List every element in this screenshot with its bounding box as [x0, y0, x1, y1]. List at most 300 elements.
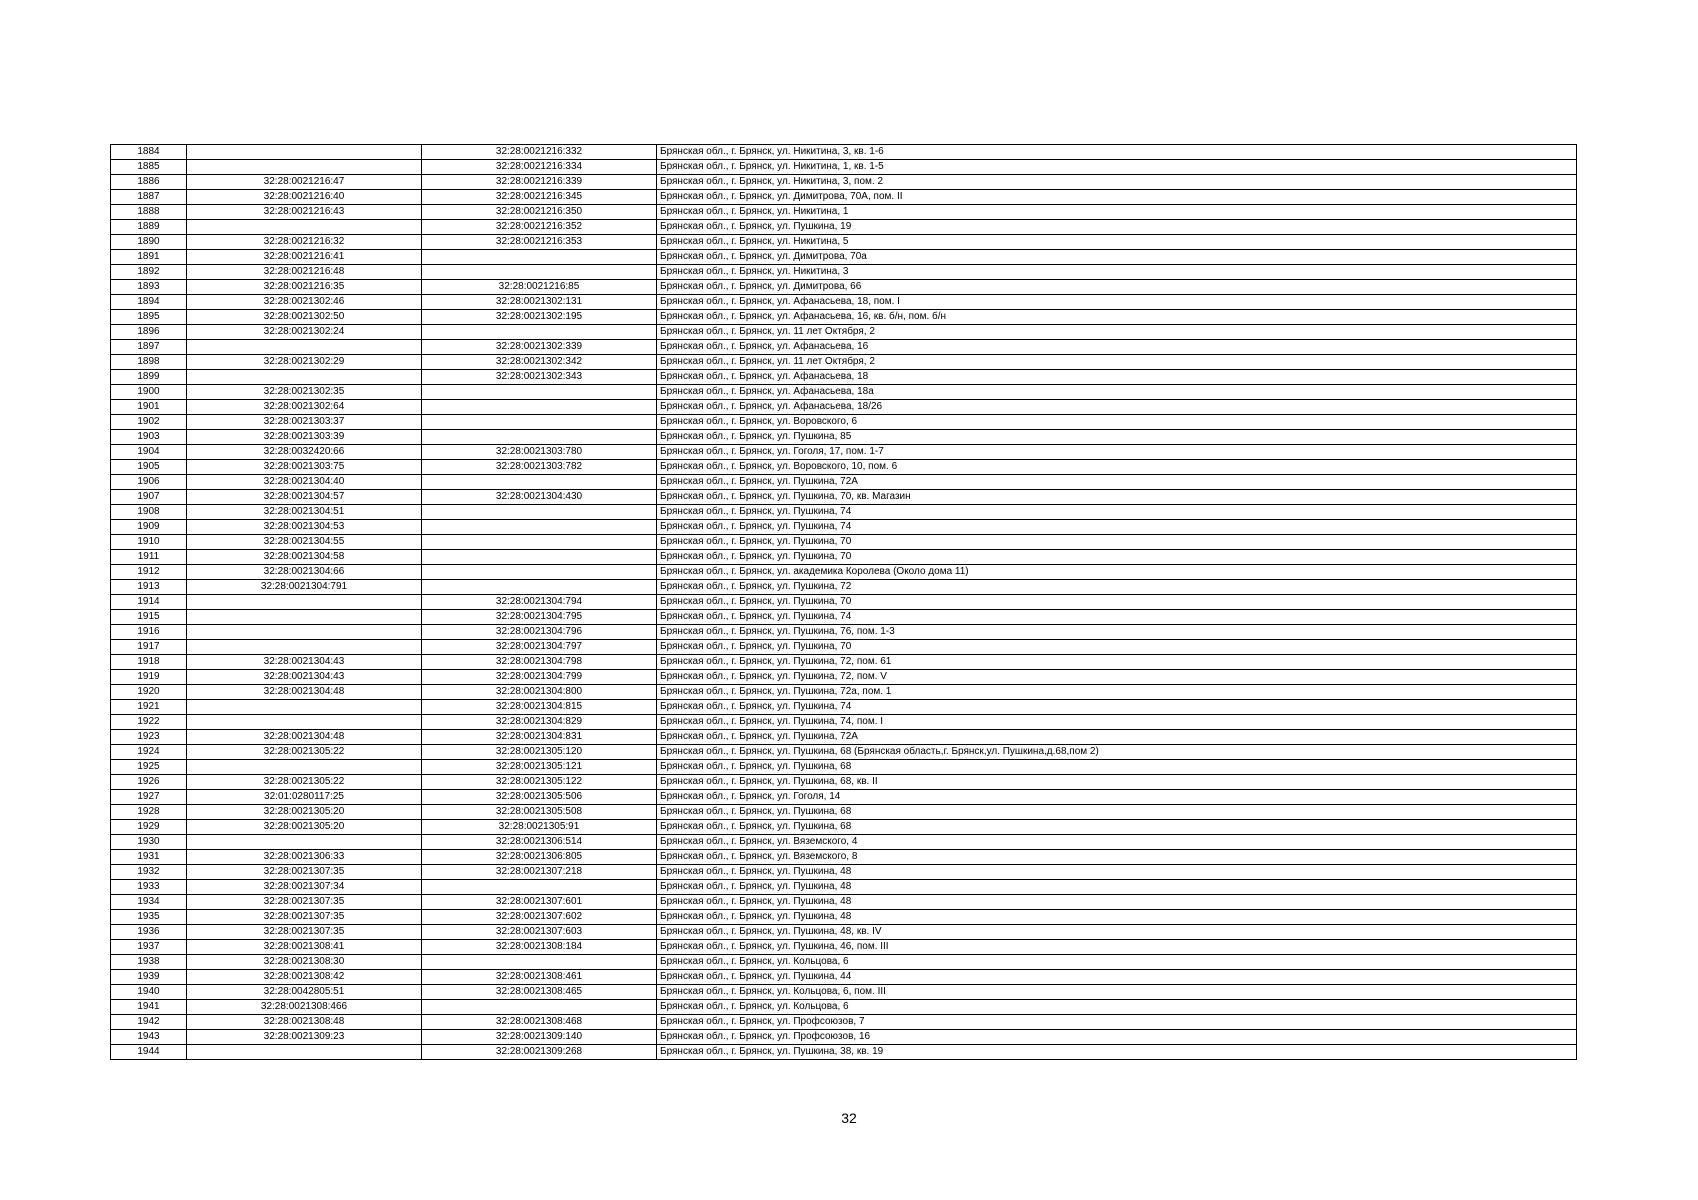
address-cell: Брянская обл., г. Брянск, ул. Пушкина, 70 [657, 595, 1577, 610]
address-cell: Брянская обл., г. Брянск, ул. Кольцова, 6, пом. III [657, 985, 1577, 1000]
table-row [111, 190, 1577, 205]
row-number-cell: 1918 [111, 655, 187, 670]
row-number-cell: 1902 [111, 415, 187, 430]
object-cadastral-number-cell [422, 430, 657, 445]
address-cell: Брянская обл., г. Брянск, ул. Пушкина, 48, кв. IV [657, 925, 1577, 940]
row-number-cell: 1903 [111, 430, 187, 445]
land-cadastral-number-cell: 32:28:0021304:51 [187, 505, 422, 520]
object-cadastral-number-cell: 32:28:0021304:815 [422, 700, 657, 715]
table-row [111, 775, 1577, 790]
address-cell: Брянская обл., г. Брянск, ул. Пушкина, 72А [657, 475, 1577, 490]
address-cell: Брянская обл., г. Брянск, ул. Воровского, 6 [657, 415, 1577, 430]
land-cadastral-number-cell: 32:28:0021302:46 [187, 295, 422, 310]
address-cell: Брянская обл., г. Брянск, ул. Пушкина, 48 [657, 910, 1577, 925]
object-cadastral-number-cell: 32:28:0021309:268 [422, 1045, 657, 1060]
table-row [111, 805, 1577, 820]
address-cell: Брянская обл., г. Брянск, ул. Профсоюзов, 7 [657, 1015, 1577, 1030]
table-row [111, 715, 1577, 730]
address-cell: Брянская обл., г. Брянск, ул. Никитина, 5 [657, 235, 1577, 250]
table-row [111, 655, 1577, 670]
table-row [111, 295, 1577, 310]
address-cell: Брянская обл., г. Брянск, ул. Афанасьева, 18а [657, 385, 1577, 400]
object-cadastral-number-cell [422, 550, 657, 565]
address-cell: Брянская обл., г. Брянск, ул. Пушкина, 38, кв. 19 [657, 1045, 1577, 1060]
table-row [111, 580, 1577, 595]
land-cadastral-number-cell: 32:28:0021305:20 [187, 805, 422, 820]
row-number-cell: 1928 [111, 805, 187, 820]
land-cadastral-number-cell: 32:28:0021307:34 [187, 880, 422, 895]
land-cadastral-number-cell [187, 1045, 422, 1060]
land-cadastral-number-cell: 32:28:0021216:32 [187, 235, 422, 250]
land-cadastral-number-cell: 32:28:0021304:53 [187, 520, 422, 535]
row-number-cell: 1892 [111, 265, 187, 280]
table-row [111, 835, 1577, 850]
object-cadastral-number-cell: 32:28:0021216:339 [422, 175, 657, 190]
address-cell: Брянская обл., г. Брянск, ул. Афанасьева, 18, пом. I [657, 295, 1577, 310]
land-cadastral-number-cell [187, 760, 422, 775]
table-row [111, 175, 1577, 190]
address-cell: Брянская обл., г. Брянск, ул. Пушкина, 74 [657, 610, 1577, 625]
table-row [111, 940, 1577, 955]
object-cadastral-number-cell: 32:28:0021216:352 [422, 220, 657, 235]
table-row [111, 430, 1577, 445]
table-row [111, 730, 1577, 745]
object-cadastral-number-cell: 32:28:0021304:794 [422, 595, 657, 610]
row-number-cell: 1929 [111, 820, 187, 835]
table-row [111, 325, 1577, 340]
address-cell: Брянская обл., г. Брянск, ул. Пушкина, 48 [657, 895, 1577, 910]
table-row [111, 970, 1577, 985]
land-cadastral-number-cell: 32:28:0021307:35 [187, 895, 422, 910]
row-number-cell: 1927 [111, 790, 187, 805]
row-number-cell: 1901 [111, 400, 187, 415]
row-number-cell: 1894 [111, 295, 187, 310]
row-number-cell: 1920 [111, 685, 187, 700]
row-number-cell: 1900 [111, 385, 187, 400]
object-cadastral-number-cell: 32:28:0021302:131 [422, 295, 657, 310]
table-row [111, 610, 1577, 625]
registry-table-body [111, 145, 1577, 1060]
row-number-cell: 1912 [111, 565, 187, 580]
object-cadastral-number-cell: 32:28:0021305:120 [422, 745, 657, 760]
row-number-cell: 1921 [111, 700, 187, 715]
address-cell: Брянская обл., г. Брянск, ул. Афанасьева, 16, кв. б/н, пом. б/н [657, 310, 1577, 325]
address-cell: Брянская обл., г. Брянск, ул. Пушкина, 19 [657, 220, 1577, 235]
row-number-cell: 1895 [111, 310, 187, 325]
address-cell: Брянская обл., г. Брянск, ул. 11 лет Октября, 2 [657, 355, 1577, 370]
address-cell: Брянская обл., г. Брянск, ул. Пушкина, 46, пом. III [657, 940, 1577, 955]
table-row [111, 1000, 1577, 1015]
land-cadastral-number-cell: 32:28:0021302:29 [187, 355, 422, 370]
row-number-cell: 1943 [111, 1030, 187, 1045]
land-cadastral-number-cell: 32:28:0032420:66 [187, 445, 422, 460]
row-number-cell: 1890 [111, 235, 187, 250]
table-row [111, 460, 1577, 475]
row-number-cell: 1926 [111, 775, 187, 790]
object-cadastral-number-cell: 32:28:0021216:332 [422, 145, 657, 160]
object-cadastral-number-cell: 32:28:0021308:184 [422, 940, 657, 955]
table-row [111, 790, 1577, 805]
row-number-cell: 1888 [111, 205, 187, 220]
land-cadastral-number-cell: 32:28:0021216:47 [187, 175, 422, 190]
table-row [111, 475, 1577, 490]
object-cadastral-number-cell: 32:28:0021304:430 [422, 490, 657, 505]
land-cadastral-number-cell: 32:28:0021216:35 [187, 280, 422, 295]
row-number-cell: 1911 [111, 550, 187, 565]
land-cadastral-number-cell: 32:28:0021308:41 [187, 940, 422, 955]
land-cadastral-number-cell: 32:28:0021302:50 [187, 310, 422, 325]
object-cadastral-number-cell: 32:28:0021306:805 [422, 850, 657, 865]
address-cell: Брянская обл., г. Брянск, ул. Пушкина, 72, пом. V [657, 670, 1577, 685]
object-cadastral-number-cell [422, 250, 657, 265]
address-cell: Брянская обл., г. Брянск, ул. Никитина, 1, кв. 1-5 [657, 160, 1577, 175]
land-cadastral-number-cell [187, 715, 422, 730]
object-cadastral-number-cell: 32:28:0021216:85 [422, 280, 657, 295]
table-row [111, 385, 1577, 400]
row-number-cell: 1899 [111, 370, 187, 385]
object-cadastral-number-cell: 32:28:0021304:795 [422, 610, 657, 625]
address-cell: Брянская обл., г. Брянск, ул. Никитина, 3, пом. 2 [657, 175, 1577, 190]
object-cadastral-number-cell: 32:28:0021303:780 [422, 445, 657, 460]
table-row [111, 505, 1577, 520]
table-row [111, 625, 1577, 640]
object-cadastral-number-cell: 32:28:0021305:91 [422, 820, 657, 835]
table-row [111, 565, 1577, 580]
land-cadastral-number-cell: 32:28:0021308:48 [187, 1015, 422, 1030]
row-number-cell: 1886 [111, 175, 187, 190]
address-cell: Брянская обл., г. Брянск, ул. Кольцова, 6 [657, 955, 1577, 970]
address-cell: Брянская обл., г. Брянск, ул. Пушкина, 68 [657, 805, 1577, 820]
land-cadastral-number-cell: 32:28:0021307:35 [187, 910, 422, 925]
table-row [111, 310, 1577, 325]
object-cadastral-number-cell [422, 565, 657, 580]
address-cell: Брянская обл., г. Брянск, ул. 11 лет Октября, 2 [657, 325, 1577, 340]
object-cadastral-number-cell: 32:28:0021307:601 [422, 895, 657, 910]
address-cell: Брянская обл., г. Брянск, ул. Вяземского, 4 [657, 835, 1577, 850]
land-cadastral-number-cell [187, 160, 422, 175]
object-cadastral-number-cell: 32:28:0021308:465 [422, 985, 657, 1000]
row-number-cell: 1930 [111, 835, 187, 850]
row-number-cell: 1915 [111, 610, 187, 625]
object-cadastral-number-cell: 32:28:0021216:345 [422, 190, 657, 205]
address-cell: Брянская обл., г. Брянск, ул. Пушкина, 72А [657, 730, 1577, 745]
object-cadastral-number-cell [422, 1000, 657, 1015]
table-row [111, 985, 1577, 1000]
land-cadastral-number-cell: 32:28:0021216:41 [187, 250, 422, 265]
address-cell: Брянская обл., г. Брянск, ул. Никитина, 3, кв. 1-6 [657, 145, 1577, 160]
row-number-cell: 1909 [111, 520, 187, 535]
table-row [111, 670, 1577, 685]
table-row [111, 355, 1577, 370]
land-cadastral-number-cell: 32:28:0021308:30 [187, 955, 422, 970]
land-cadastral-number-cell [187, 220, 422, 235]
land-cadastral-number-cell: 32:28:0021308:466 [187, 1000, 422, 1015]
address-cell: Брянская обл., г. Брянск, ул. Пушкина, 70 [657, 640, 1577, 655]
row-number-cell: 1908 [111, 505, 187, 520]
row-number-cell: 1907 [111, 490, 187, 505]
object-cadastral-number-cell: 32:28:0021216:350 [422, 205, 657, 220]
object-cadastral-number-cell [422, 475, 657, 490]
registry-table [110, 144, 1577, 1060]
object-cadastral-number-cell [422, 520, 657, 535]
row-number-cell: 1935 [111, 910, 187, 925]
land-cadastral-number-cell: 32:28:0021307:35 [187, 925, 422, 940]
object-cadastral-number-cell: 32:28:0021304:797 [422, 640, 657, 655]
address-cell: Брянская обл., г. Брянск, ул. Гоголя, 14 [657, 790, 1577, 805]
row-number-cell: 1910 [111, 535, 187, 550]
table-row [111, 700, 1577, 715]
address-cell: Брянская обл., г. Брянск, ул. Пушкина, 72а, пом. 1 [657, 685, 1577, 700]
land-cadastral-number-cell: 32:28:0021304:43 [187, 670, 422, 685]
row-number-cell: 1904 [111, 445, 187, 460]
address-cell: Брянская обл., г. Брянск, ул. Афанасьева, 18 [657, 370, 1577, 385]
row-number-cell: 1916 [111, 625, 187, 640]
row-number-cell: 1905 [111, 460, 187, 475]
object-cadastral-number-cell: 32:28:0021305:122 [422, 775, 657, 790]
address-cell: Брянская обл., г. Брянск, ул. Пушкина, 48 [657, 880, 1577, 895]
table-row [111, 925, 1577, 940]
row-number-cell: 1934 [111, 895, 187, 910]
object-cadastral-number-cell: 32:28:0021302:342 [422, 355, 657, 370]
row-number-cell: 1906 [111, 475, 187, 490]
row-number-cell: 1940 [111, 985, 187, 1000]
table-row [111, 1030, 1577, 1045]
address-cell: Брянская обл., г. Брянск, ул. Пушкина, 74 [657, 505, 1577, 520]
table-row [111, 595, 1577, 610]
table-row [111, 820, 1577, 835]
object-cadastral-number-cell: 32:28:0021216:334 [422, 160, 657, 175]
row-number-cell: 1922 [111, 715, 187, 730]
address-cell: Брянская обл., г. Брянск, ул. Пушкина, 72 [657, 580, 1577, 595]
object-cadastral-number-cell: 32:28:0021304:799 [422, 670, 657, 685]
object-cadastral-number-cell: 32:28:0021304:831 [422, 730, 657, 745]
land-cadastral-number-cell: 32:28:0021304:43 [187, 655, 422, 670]
row-number-cell: 1941 [111, 1000, 187, 1015]
row-number-cell: 1939 [111, 970, 187, 985]
row-number-cell: 1914 [111, 595, 187, 610]
row-number-cell: 1884 [111, 145, 187, 160]
object-cadastral-number-cell [422, 505, 657, 520]
address-cell: Брянская обл., г. Брянск, ул. Пушкина, 68 [657, 760, 1577, 775]
table-row [111, 850, 1577, 865]
land-cadastral-number-cell: 32:28:0021216:43 [187, 205, 422, 220]
object-cadastral-number-cell [422, 415, 657, 430]
land-cadastral-number-cell: 32:28:0021306:33 [187, 850, 422, 865]
object-cadastral-number-cell: 32:28:0021307:602 [422, 910, 657, 925]
table-row [111, 640, 1577, 655]
object-cadastral-number-cell: 32:28:0021308:461 [422, 970, 657, 985]
row-number-cell: 1936 [111, 925, 187, 940]
land-cadastral-number-cell: 32:28:0021216:40 [187, 190, 422, 205]
address-cell: Брянская обл., г. Брянск, ул. Афанасьева, 18/26 [657, 400, 1577, 415]
table-row [111, 280, 1577, 295]
land-cadastral-number-cell [187, 610, 422, 625]
object-cadastral-number-cell: 32:28:0021304:798 [422, 655, 657, 670]
object-cadastral-number-cell [422, 400, 657, 415]
address-cell: Брянская обл., г. Брянск, ул. Воровского, 10, пом. 6 [657, 460, 1577, 475]
object-cadastral-number-cell: 32:28:0021302:343 [422, 370, 657, 385]
land-cadastral-number-cell: 32:28:0021304:48 [187, 730, 422, 745]
table-row [111, 370, 1577, 385]
row-number-cell: 1933 [111, 880, 187, 895]
table-row [111, 250, 1577, 265]
land-cadastral-number-cell [187, 625, 422, 640]
table-row [111, 205, 1577, 220]
land-cadastral-number-cell: 32:28:0021302:35 [187, 385, 422, 400]
table-row [111, 1015, 1577, 1030]
land-cadastral-number-cell: 32:28:0021305:20 [187, 820, 422, 835]
row-number-cell: 1917 [111, 640, 187, 655]
land-cadastral-number-cell [187, 370, 422, 385]
table-row [111, 1045, 1577, 1060]
table-row [111, 400, 1577, 415]
object-cadastral-number-cell [422, 955, 657, 970]
address-cell: Брянская обл., г. Брянск, ул. Димитрова, 70а [657, 250, 1577, 265]
object-cadastral-number-cell: 32:28:0021307:218 [422, 865, 657, 880]
table-row [111, 490, 1577, 505]
land-cadastral-number-cell: 32:28:0021216:48 [187, 265, 422, 280]
address-cell: Брянская обл., г. Брянск, ул. Пушкина, 74, пом. I [657, 715, 1577, 730]
table-row [111, 760, 1577, 775]
row-number-cell: 1932 [111, 865, 187, 880]
address-cell: Брянская обл., г. Брянск, ул. Гоголя, 17, пом. 1-7 [657, 445, 1577, 460]
address-cell: Брянская обл., г. Брянск, ул. Пушкина, 70 [657, 550, 1577, 565]
table-row [111, 520, 1577, 535]
land-cadastral-number-cell [187, 835, 422, 850]
table-row [111, 865, 1577, 880]
land-cadastral-number-cell: 32:28:0021308:42 [187, 970, 422, 985]
row-number-cell: 1919 [111, 670, 187, 685]
object-cadastral-number-cell [422, 325, 657, 340]
object-cadastral-number-cell [422, 385, 657, 400]
table-row [111, 415, 1577, 430]
object-cadastral-number-cell: 32:28:0021308:468 [422, 1015, 657, 1030]
land-cadastral-number-cell: 32:28:0021304:48 [187, 685, 422, 700]
address-cell: Брянская обл., г. Брянск, ул. академика Королева (Около дома 11) [657, 565, 1577, 580]
address-cell: Брянская обл., г. Брянск, ул. Пушкина, 44 [657, 970, 1577, 985]
row-number-cell: 1891 [111, 250, 187, 265]
object-cadastral-number-cell: 32:28:0021305:506 [422, 790, 657, 805]
table-row [111, 745, 1577, 760]
table-row [111, 550, 1577, 565]
object-cadastral-number-cell [422, 580, 657, 595]
table-row [111, 910, 1577, 925]
table-row [111, 445, 1577, 460]
row-number-cell: 1897 [111, 340, 187, 355]
address-cell: Брянская обл., г. Брянск, ул. Пушкина, 70 [657, 535, 1577, 550]
table-row [111, 145, 1577, 160]
address-cell: Брянская обл., г. Брянск, ул. Пушкина, 74 [657, 700, 1577, 715]
object-cadastral-number-cell: 32:28:0021304:796 [422, 625, 657, 640]
object-cadastral-number-cell: 32:28:0021304:829 [422, 715, 657, 730]
table-row [111, 235, 1577, 250]
land-cadastral-number-cell: 32:01:0280117:25 [187, 790, 422, 805]
land-cadastral-number-cell: 32:28:0021304:57 [187, 490, 422, 505]
object-cadastral-number-cell: 32:28:0021305:121 [422, 760, 657, 775]
table-row [111, 340, 1577, 355]
table-row [111, 220, 1577, 235]
table-row [111, 955, 1577, 970]
land-cadastral-number-cell: 32:28:0021309:23 [187, 1030, 422, 1045]
address-cell: Брянская обл., г. Брянск, ул. Профсоюзов, 16 [657, 1030, 1577, 1045]
land-cadastral-number-cell: 32:28:0021305:22 [187, 775, 422, 790]
table-row [111, 160, 1577, 175]
land-cadastral-number-cell: 32:28:0021304:791 [187, 580, 422, 595]
address-cell: Брянская обл., г. Брянск, ул. Афанасьева, 16 [657, 340, 1577, 355]
land-cadastral-number-cell: 32:28:0021303:37 [187, 415, 422, 430]
land-cadastral-number-cell: 32:28:0021307:35 [187, 865, 422, 880]
land-cadastral-number-cell: 32:28:0042805:51 [187, 985, 422, 1000]
object-cadastral-number-cell: 32:28:0021303:782 [422, 460, 657, 475]
table-row [111, 265, 1577, 280]
table-row [111, 535, 1577, 550]
address-cell: Брянская обл., г. Брянск, ул. Пушкина, 70, кв. Магазин [657, 490, 1577, 505]
row-number-cell: 1887 [111, 190, 187, 205]
land-cadastral-number-cell: 32:28:0021305:22 [187, 745, 422, 760]
address-cell: Брянская обл., г. Брянск, ул. Никитина, 3 [657, 265, 1577, 280]
row-number-cell: 1898 [111, 355, 187, 370]
land-cadastral-number-cell: 32:28:0021304:40 [187, 475, 422, 490]
land-cadastral-number-cell [187, 700, 422, 715]
address-cell: Брянская обл., г. Брянск, ул. Пушкина, 68 (Брянская область,г. Брянск,ул. Пушкина,д.68,пом 2) [657, 745, 1577, 760]
address-cell: Брянская обл., г. Брянск, ул. Пушкина, 68 [657, 820, 1577, 835]
object-cadastral-number-cell: 32:28:0021302:195 [422, 310, 657, 325]
object-cadastral-number-cell: 32:28:0021309:140 [422, 1030, 657, 1045]
row-number-cell: 1896 [111, 325, 187, 340]
object-cadastral-number-cell: 32:28:0021304:800 [422, 685, 657, 700]
address-cell: Брянская обл., г. Брянск, ул. Пушкина, 48 [657, 865, 1577, 880]
row-number-cell: 1931 [111, 850, 187, 865]
address-cell: Брянская обл., г. Брянск, ул. Никитина, 1 [657, 205, 1577, 220]
land-cadastral-number-cell: 32:28:0021303:75 [187, 460, 422, 475]
land-cadastral-number-cell [187, 340, 422, 355]
address-cell: Брянская обл., г. Брянск, ул. Пушкина, 85 [657, 430, 1577, 445]
land-cadastral-number-cell: 32:28:0021302:24 [187, 325, 422, 340]
page-number: 32 [841, 1110, 857, 1126]
row-number-cell: 1925 [111, 760, 187, 775]
row-number-cell: 1944 [111, 1045, 187, 1060]
land-cadastral-number-cell: 32:28:0021302:64 [187, 400, 422, 415]
object-cadastral-number-cell: 32:28:0021216:353 [422, 235, 657, 250]
table-row [111, 895, 1577, 910]
object-cadastral-number-cell: 32:28:0021302:339 [422, 340, 657, 355]
address-cell: Брянская обл., г. Брянск, ул. Вяземского, 8 [657, 850, 1577, 865]
row-number-cell: 1937 [111, 940, 187, 955]
row-number-cell: 1913 [111, 580, 187, 595]
address-cell: Брянская обл., г. Брянск, ул. Димитрова, 66 [657, 280, 1577, 295]
object-cadastral-number-cell [422, 880, 657, 895]
table-row [111, 880, 1577, 895]
row-number-cell: 1885 [111, 160, 187, 175]
land-cadastral-number-cell: 32:28:0021303:39 [187, 430, 422, 445]
table-row [111, 685, 1577, 700]
land-cadastral-number-cell [187, 595, 422, 610]
object-cadastral-number-cell: 32:28:0021307:603 [422, 925, 657, 940]
object-cadastral-number-cell [422, 535, 657, 550]
land-cadastral-number-cell [187, 145, 422, 160]
land-cadastral-number-cell: 32:28:0021304:66 [187, 565, 422, 580]
row-number-cell: 1893 [111, 280, 187, 295]
address-cell: Брянская обл., г. Брянск, ул. Пушкина, 68, кв. II [657, 775, 1577, 790]
object-cadastral-number-cell [422, 265, 657, 280]
row-number-cell: 1889 [111, 220, 187, 235]
row-number-cell: 1938 [111, 955, 187, 970]
row-number-cell: 1923 [111, 730, 187, 745]
land-cadastral-number-cell: 32:28:0021304:58 [187, 550, 422, 565]
land-cadastral-number-cell [187, 640, 422, 655]
object-cadastral-number-cell: 32:28:0021306:514 [422, 835, 657, 850]
row-number-cell: 1942 [111, 1015, 187, 1030]
